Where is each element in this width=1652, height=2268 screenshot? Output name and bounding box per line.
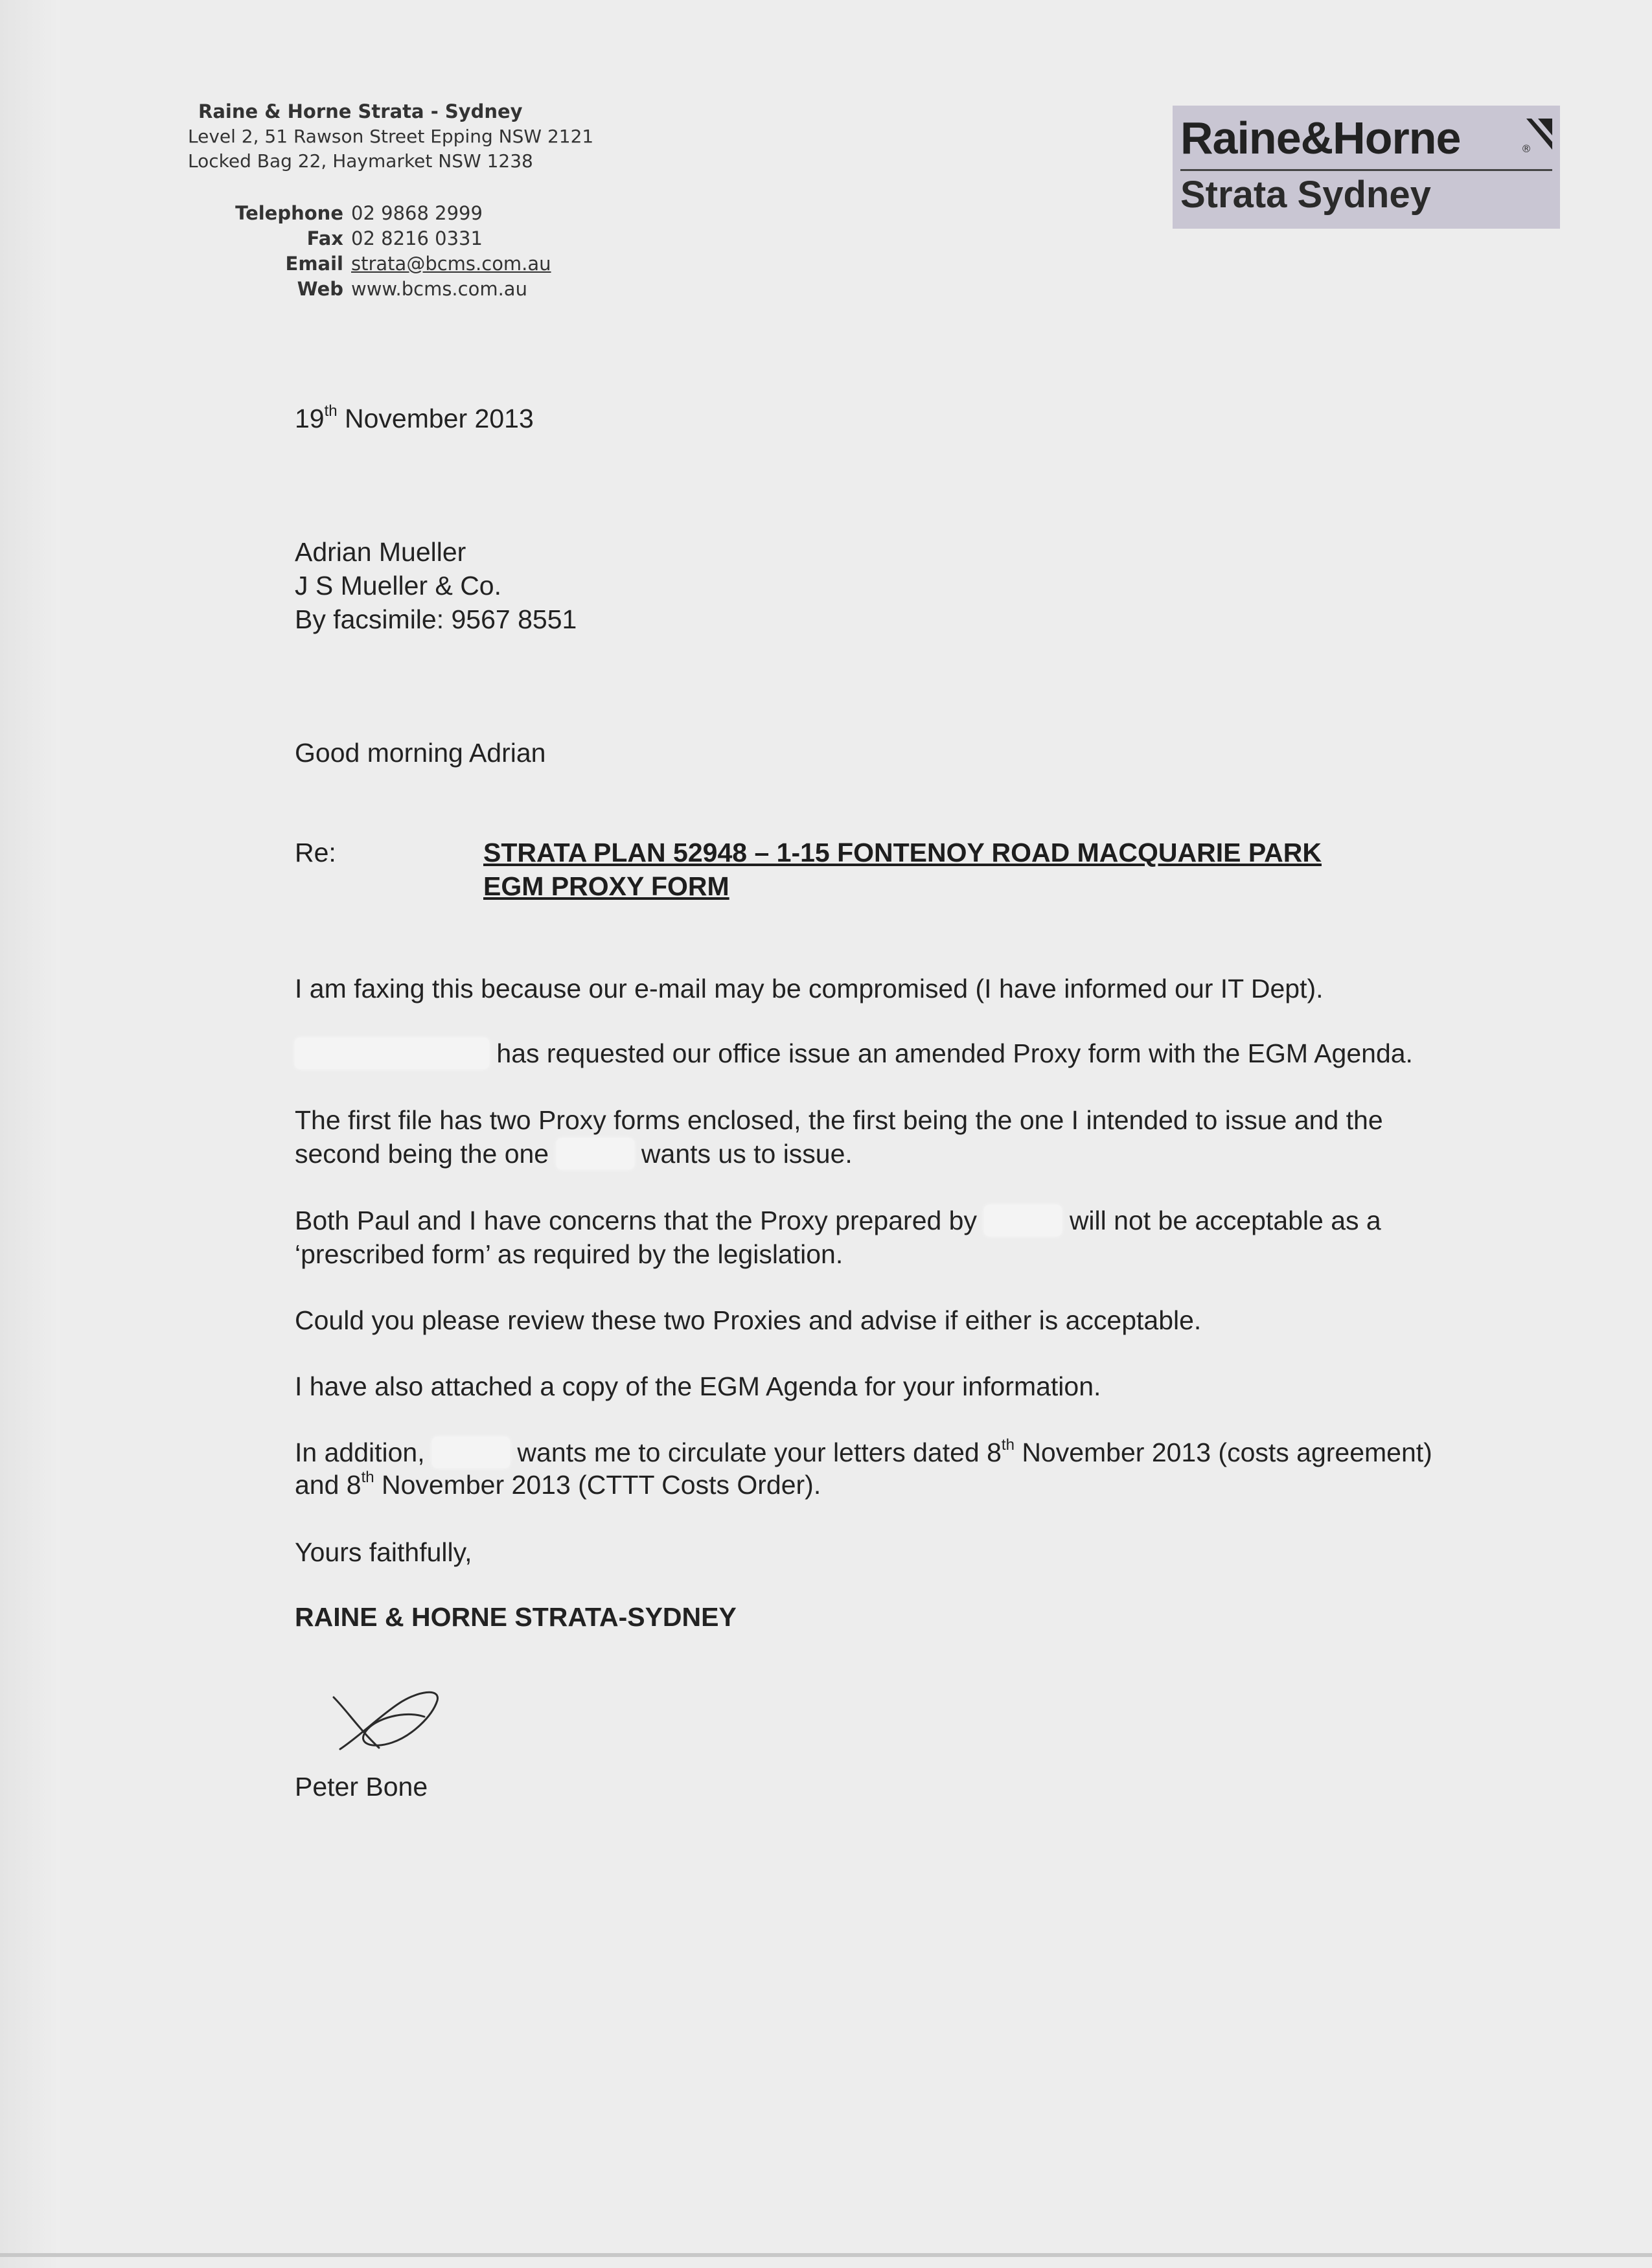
- closing-company: RAINE & HORNE STRATA-SYDNEY: [295, 1602, 737, 1632]
- contact-email: [188, 251, 551, 277]
- registered-mark: ®: [1521, 143, 1532, 155]
- sender-address-line2: Locked Bag 22, Haymarket NSW 1238: [188, 150, 533, 172]
- contact-label: Web: [297, 278, 343, 300]
- body-paragraph-4-line2: ‘prescribed form’ as required by the legislation.: [295, 1239, 843, 1269]
- body-paragraph-6: I have also attached a copy of the EGM Agenda for your information.: [295, 1371, 1101, 1401]
- signature: [321, 1671, 450, 1762]
- scan-edge-bottom: [0, 2253, 1652, 2257]
- logo-wordmark: Raine&Horne: [1180, 113, 1461, 163]
- contact-fax: [188, 226, 551, 251]
- recipient-company: J S Mueller & Co.: [295, 571, 501, 601]
- body-paragraph-2: has requested our office issue an amended Proxy form with the EGM Agenda.: [295, 1037, 1413, 1070]
- logo-divider: [1180, 169, 1552, 171]
- body-paragraph-1: I am faxing this because our e-mail may be compromised (I have informed our IT Dept).: [295, 974, 1324, 1003]
- body-paragraph-4-line1: Both Paul and I have concerns that the Proxy prepared by will not be acceptable as a: [295, 1206, 1381, 1235]
- sender-address-line1: Level 2, 51 Rawson Street Epping NSW 2121: [188, 126, 594, 147]
- contact-label: Fax: [306, 227, 343, 249]
- body-paragraph-3-line2: second being the one wants us to issue.: [295, 1139, 853, 1169]
- body-paragraph-5: Could you please review these two Proxies and advise if either is acceptable.: [295, 1305, 1202, 1335]
- signatory-name: Peter Bone: [295, 1772, 428, 1802]
- body-paragraph-7-line2: and 8th November 2013 (CTTT Costs Order).: [295, 1469, 821, 1500]
- email-link[interactable]: strata@bcms.com.au: [351, 253, 551, 275]
- recipient-fax: By facsimile: 9567 8551: [295, 604, 577, 634]
- letter-date: 19th November 2013: [295, 402, 534, 433]
- body-paragraph-3-line1: The first file has two Proxy forms enclosed, the first being the one I intended to issue and the: [295, 1105, 1383, 1135]
- redaction: [432, 1437, 510, 1468]
- contact-value: 02 9868 2999: [351, 202, 483, 224]
- company-logo: [1173, 106, 1560, 229]
- contact-label: Email: [285, 253, 343, 275]
- redaction: [295, 1038, 489, 1069]
- subject-line1: STRATA PLAN 52948 – 1-15 FONTENOY ROAD MACQUARIE PARK: [483, 838, 1322, 867]
- contact-web: [188, 277, 551, 302]
- redaction: [984, 1205, 1062, 1236]
- contact-telephone: [188, 201, 551, 226]
- greeting: Good morning Adrian: [295, 738, 546, 768]
- sender-company: Raine & Horne Strata - Sydney: [198, 100, 523, 122]
- subject-label: Re:: [295, 838, 336, 867]
- closing-salutation: Yours faithfully,: [295, 1537, 472, 1567]
- scan-edge: [0, 0, 60, 2268]
- web-address: www.bcms.com.au: [351, 278, 527, 300]
- contact-block: [188, 201, 551, 302]
- logo-subtitle: Strata Sydney: [1180, 174, 1431, 216]
- subject-line2: EGM PROXY FORM: [483, 871, 729, 901]
- contact-label: Telephone: [235, 202, 343, 224]
- contact-value: 02 8216 0331: [351, 227, 483, 249]
- body-paragraph-7-line1: In addition, wants me to circulate your letters dated 8th November 2013 (costs agreement): [295, 1436, 1432, 1467]
- logo-arrow-icon: [1521, 116, 1555, 157]
- recipient-name: Adrian Mueller: [295, 537, 466, 567]
- redaction: [556, 1138, 634, 1169]
- sender-block: [188, 98, 593, 174]
